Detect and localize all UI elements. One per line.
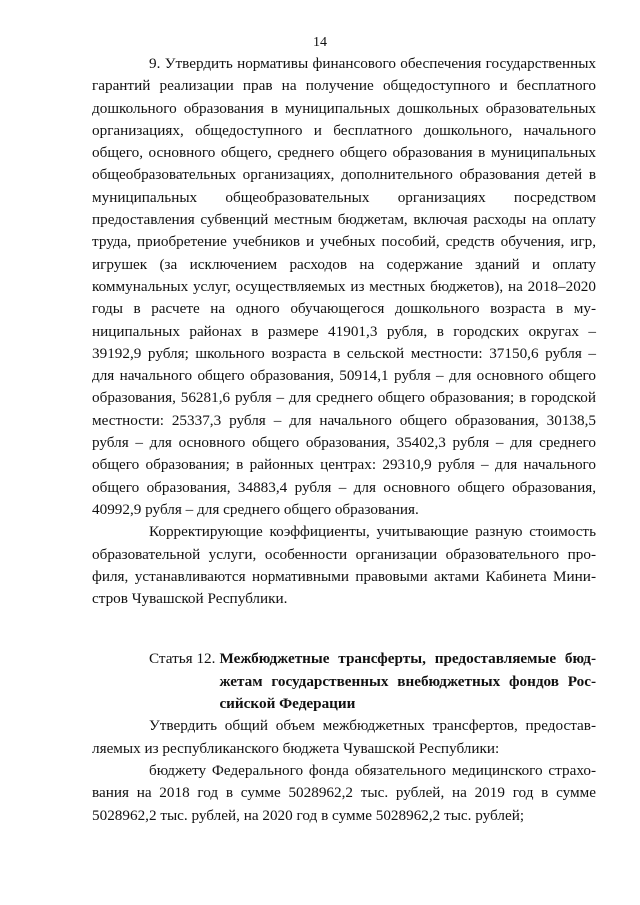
- section-spacer: [92, 610, 596, 648]
- paragraph-medical-insurance-fund: бюджету Федерального фонда обязательного медицинского страхования на 2018 год в сумме 5028962,2 тыс. рублей, на 2019 год в сумме 5028962,2 тыс. рублей, на 2020 год в сумме 5028962,2 тыс. рублей;: [92, 761, 596, 824]
- paragraph-education-norms: 9. Утвердить нормативы финансового обеспечения государственных гарантий реализации прав на получение общедоступного и бесплатного дошкольного образования в муниципальных дошкольных образовательных организациях, общедоступного и бесплатного дошкольного, начального общего, основного общего, среднего общего образования в муниципальных общеобразовательных организациях, дополнительного образования детей в муниципальных общеобразовательных организациях посредством предоставления субвенций местным бюджетам, включая расходы на оплату труда, приобретение учебников и учебных пособий, средств обучения, игр, игрушек (за исключением расходов на содержание зданий и оплату коммунальных услуг, осуществляемых из местных бюджетов), на 2018–2020 годы в расчете на одного обучающегося дошкольного возраста в муниципальных районах в размере 41901,3 рубля, в городских округах – 39192,9 рубля; школьного возраста в сельской местности: 37150,6 рубля – для начального общего образования, 50914,1 рубля – для основного общего образования, 56281,6 рубля – для среднего общего образования; в городской местности: 25337,3 рубля – для начального общего образования, 30138,5 рубля – для основного общего образования, 35402,3 рубля – для среднего общего образования; в районных центрах: 29310,9 рубля – для начального общего образования, 34883,4 рубля – для основного общего образования, 40992,9 рубля – для среднего общего образования.: [92, 55, 596, 518]
- article-title: Межбюджетные трансферты, предоставляемые бюджетам государственных внебюджетных фондов Российской Федерации: [219, 650, 596, 713]
- paragraph-correction-coefficients: Корректирующие коэффициенты, учитывающие разную стоимость образовательной услуги, особенности организации образовательного профиля, устанавливаются нормативными правовыми актами Кабинета Министров Чувашской Республики.: [92, 523, 596, 608]
- document-body: [92, 53, 596, 827]
- page-number: 14: [313, 35, 327, 50]
- paragraph-transfers-intro: Утвердить общий объем межбюджетных трансфертов, предоставляемых из республиканского бюджета Чувашской Республики:: [92, 717, 596, 757]
- article-number: Статья 12.: [149, 650, 216, 668]
- article-heading: [92, 648, 596, 715]
